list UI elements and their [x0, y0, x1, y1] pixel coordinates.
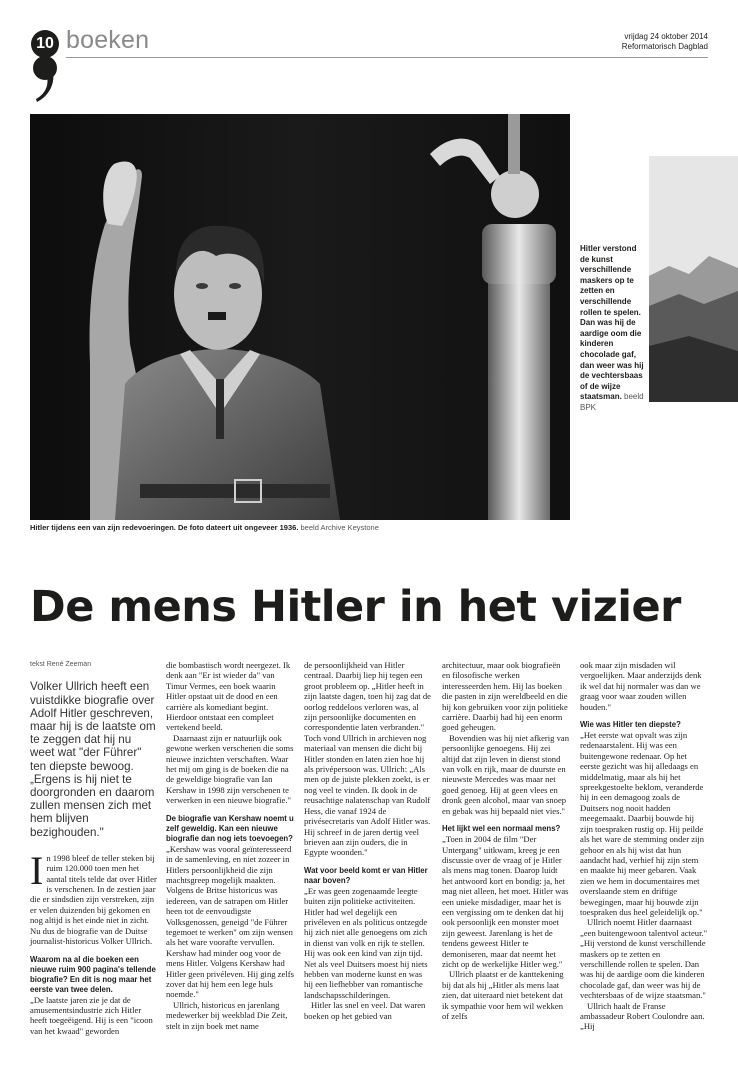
page-number: 10 — [31, 30, 59, 58]
issue-date: vrijdag 24 oktober 2014 — [624, 32, 708, 41]
side-photo-caption — [580, 244, 646, 414]
byline: tekst René Zeeman — [30, 661, 92, 668]
hitler-speech-photo — [30, 114, 570, 520]
paragraph: n 1998 bleef de teller steken bij ruim 120.000 toen men het aantal titels telde dat over Hitler is verschenen. In de zestien jaar die er sindsdien zijn verstreken, zijn er velen duizenden bij gekomen en nog altijd is het einde niet in zicht. Nu dus de biografie van de Duitse journalist-historicus Volker Ullrich. — [30, 852, 157, 947]
main-photo-caption — [30, 523, 379, 532]
paragraph: die bombastisch wordt neergezet. Ik denk aan "Er ist wieder da" van Timur Vermes, een boek waarin Hitler opstaat uit de dood en een carrière als komediant begint. Hierdoor ontstaat een compleet vertekend beeld. — [166, 660, 291, 733]
publication-name: Reformatorisch Dagblad — [621, 42, 708, 51]
article-headline: De mens Hitler in het vizier — [30, 582, 681, 632]
side-photo — [649, 156, 738, 402]
interview-question: Wie was Hitler ten diepste? — [580, 720, 681, 730]
article-column-1 — [30, 660, 158, 1036]
side-photo-caption-text: Hitler verstond de kunst verschillende maskers op te zetten en verschillende rollen te spelen. Dan was hij de aardige oom die kinderen chocolade gaf, dan weer was hij de vechtersbaas of de wijze staatsman. — [580, 244, 644, 402]
article-intro: Volker Ullrich heeft een vuistdikke biografie over Adolf Hitler geschreven, maar hij is de laatste om te zeggen dat hij nu weet wat "der Führer" ten diepste bewoog. „Ergens is hij niet te doorgronden en daarom zullen mensen zich met hem blijven bezighouden." — [30, 680, 156, 839]
paragraph: „Toen in 2004 de film "Der Untergang" uitkwam, kreeg je een discussie over de vraag of je Hitler als mens mag tonen. Daarop luidt het antwoord kort en bondig: ja, het mag niet alleen, het moet. Hitler was een unieke misdadiger, maar het is een vergissing om te denken dat hij ook persoonlijk een monster moet zijn geweest. Jarenlang is het de tendens geweest Hitler te demoniseren, maar dat neemt het zicht op de werkelijke Hitler weg." — [442, 834, 569, 969]
article-column-3 — [304, 660, 432, 1021]
paragraph: Ullrich, historicus en jarenlang medewerker bij weekblad Die Zeit, stelt in zijn boek met name — [166, 999, 288, 1031]
article-column-5 — [580, 660, 708, 1032]
article-column-4 — [442, 660, 570, 1021]
header-divider — [66, 57, 708, 58]
comma-logo-icon — [31, 54, 61, 104]
paragraph: Ullrich noemt Hitler daarnaast „een buitengewoon talentvol acteur." „Hij verstond de kunst verschillende maskers op te zetten en verschillende rollen te spelen. Dan was hij de aardige oom die kinderen chocolade gaf, dan weer was hij de vechtersbaas of de wijze staatsman." — [580, 917, 708, 1001]
section-title: boeken — [66, 26, 150, 54]
dateline — [622, 32, 708, 52]
interview-question: Waarom na al die boeken een nieuwe ruim 900 pagina's tellende biografie? En dit is nog maar het eerste van twee delen. — [30, 954, 156, 994]
side-photo-credit: beeld BPK — [580, 392, 644, 412]
paragraph: Ullrich haalt de Franse ambassadeur Robert Coulondre aan. „Hij — [580, 1000, 705, 1032]
mountain-landscape-photo — [649, 156, 738, 402]
main-photo-caption-text: Hitler tijdens een van zijn redevoeringen. De foto dateert uit ongeveer 1936. — [30, 523, 299, 532]
main-photo — [30, 114, 570, 520]
interview-question: De biografie van Kershaw noemt u zelf geweldig. Kan een nieuwe biografie dan nog iets toevoegen? — [166, 813, 294, 843]
article-column-2 — [166, 660, 294, 1031]
paragraph: architectuur, maar ook biografieën en filosofische werken interesseerden hem. Hij las boeken die pasten in zijn wereldbeeld en die hij kon gebruiken voor zijn politieke carrière. Daarbij had hij een enorm goed geheugen. — [442, 660, 568, 733]
main-photo-credit: beeld Archive Keystone — [300, 523, 379, 532]
paragraph: Hitler las snel en veel. Dat waren boeken op het gebied van — [304, 1000, 426, 1021]
paragraph: ook maar zijn misdaden wil vergoelijken. Maar anderzijds denk ik wel dat hij normaler was dan we graag voor waar zouden willen houden." — [580, 660, 702, 712]
paragraph: „Het eerste wat opvalt was zijn redenaarstalent. Hij was een buitengewone redenaar. Op het eerste gezicht was hij alledaags en middelmatig, maar als hij het spreekgestoelte beklom, veranderde hij in een demagoog zoals de Duitsers nog nooit hadden meegemaakt. Daarbij bouwde hij zijn toespraken rustig op. Hij peilde als het ware de stemming onder zijn gehoor en als hij wist dat hun aandacht had, verhief hij zijn stem en maakte hij meer gebaren. Vaak zien we hem in documentaires met overslaande stem en driftige bewegingen, maar hij bouwde zijn toespraken dus heel geleidelijk op." — [580, 730, 705, 917]
interview-question: Wat voor beeld komt er van Hitler naar boven? — [304, 865, 428, 885]
paragraph: Daarnaast zijn er natuurlijk ook gewone werken verschenen die soms nieuwe inzichten verschaften. Waar het mij om ging is de boeken die na de geweldige biografie van Ian Kershaw in 1998 zijn verschenen te verwerken in een nieuwe biografie." — [166, 732, 294, 806]
paragraph: de persoonlijkheid van Hitler centraal. Daarbij liep hij tegen een groot probleem op. „Hitler heeft in zijn laatste dagen, toen hij zag dat de oorlog reddeloos verloren was, al zijn persoonlijke documenten en correspondentie laten verbranden." Toch vond Ullrich in archieven nog materiaal van mensen die dicht bij Hitler stonden en laten zien hoe hij als privépersoon was. Ullrich: „Als men op de juiste plekken zoekt, is er nog veel te vinden. Ik dook in de reusachtige nalatenschap van Rudolf Hess, die vanaf 1924 de privésecretaris van Adolf Hitler was. Hij schreef in de jaren dertig veel brieven aan zijn ouders, die in Egypte woonden." — [304, 660, 431, 858]
paragraph: „De laatste jaren zie je dat de amusementsindustrie zich Hitler heeft toegeëigend. Hij is een "icoon van het kwaad" geworden — [30, 994, 153, 1036]
interview-question: Het lijkt wel een normaal mens? — [442, 824, 561, 834]
paragraph: Bovendien was hij niet afkerig van persoonlijke genoegens. Hij zei altijd dat zijn leven in dienst stond van volk en rijk, maar de duurste en nieuwste Mercedes was maar net goed genoeg. Hij at geen vlees en dronk geen alcohol, maar van snoep en gebak was hij bepaald niet vies." — [442, 732, 570, 816]
paragraph: Ullrich plaatst er de kanttekening bij dat als hij „Hitler als mens laat zien, dat uiteraard niet betekent dat ik sympathie voor hem wil wekken of zelfs — [442, 969, 564, 1021]
paragraph: „Kershaw was vooral geïnteresseerd in de samenleving, en niet zozeer in Hitlers persoonlijkheid die zijn machtsgreep mogelijk maakten. Volgens de Britse historicus was iedereen, van de satrapen om Hitler heen tot de eenvoudigste Volksgenossen, geneigd "de Führer tegemoet te werken" om zijn wensen als het ware voorafte vervullen. Kershaw had minder oog voor de mens Hitler. Volgens Kershaw had Hitler geen privéleven. Hij ging zelfs zover dat hij hem een lege huls noemde." — [166, 843, 294, 1000]
paragraph: „Er was geen zogenaamde leegte buiten zijn politieke activiteiten. Hitler had wel degelijk een privéleven en als politicus ontzegde hij zich niet alle genoegens om zich in dienst van volk en rijk te stellen. Hij was ook een kind van zijn tijd. Net als veel Duitsers moest hij niets hebben van moderne kunst en was hij een liefhebber van romantische landschapsschilderingen. — [304, 885, 428, 1000]
drop-cap: I — [30, 847, 44, 893]
